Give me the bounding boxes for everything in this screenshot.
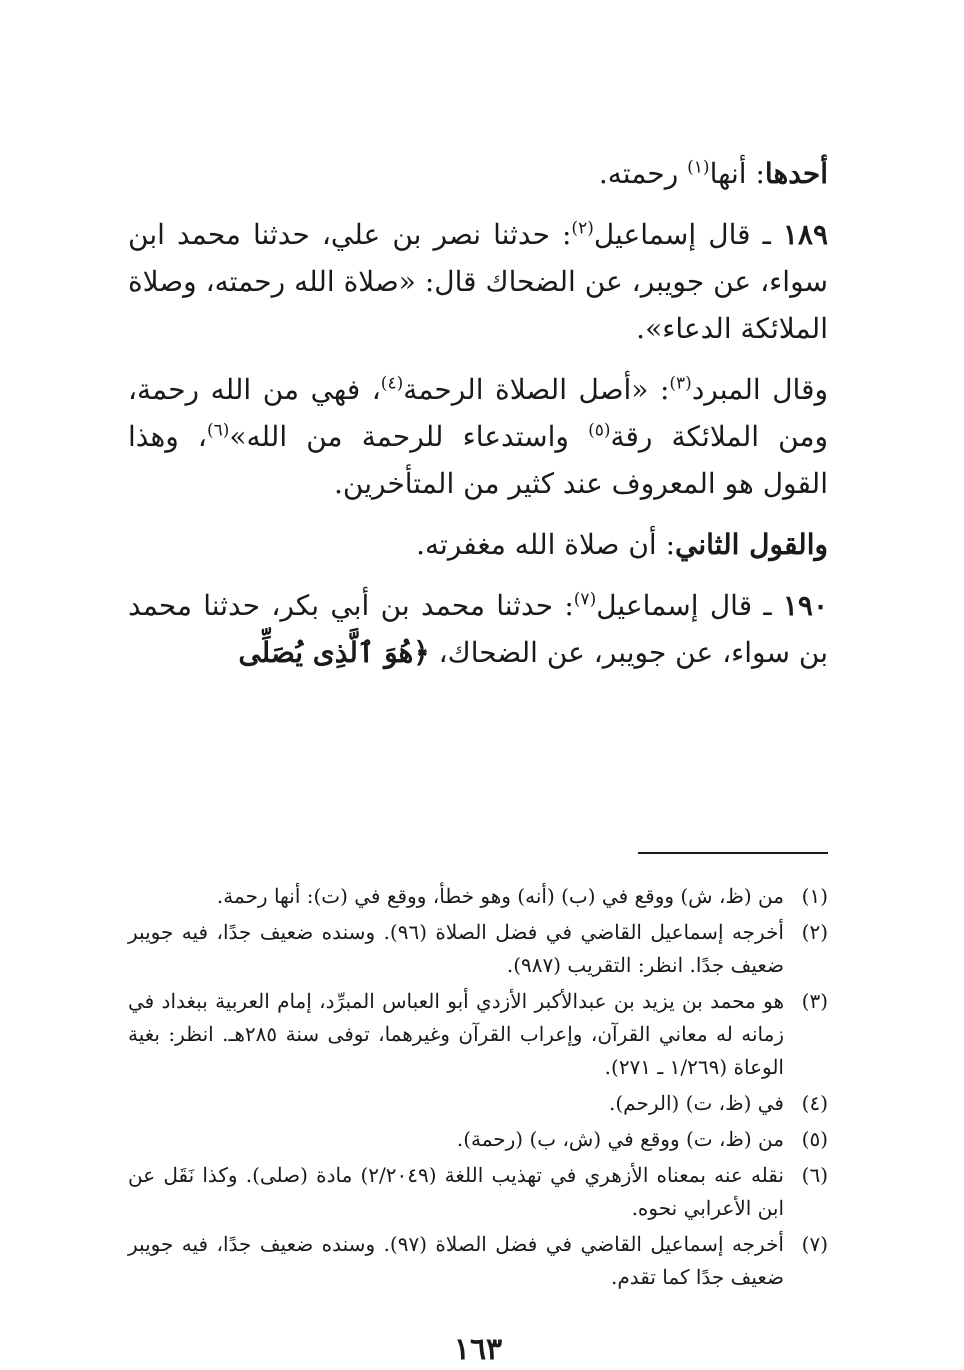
paragraph-lead: أحدها (764, 157, 828, 190)
footnote-ref-7[interactable]: (٧) (573, 589, 597, 610)
footnote-ref-3[interactable]: (٣) (669, 373, 692, 394)
footnote-separator (128, 852, 828, 854)
separator-line (638, 852, 828, 854)
paragraph-text: واستدعاء للرحمة من الله» (229, 420, 589, 453)
paragraph-hadith-189 (128, 211, 828, 352)
book-page (128, 150, 829, 1367)
paragraph-first-opinion (128, 150, 828, 197)
footnote-number: (٧) (801, 1232, 828, 1256)
hadith-number: ١٨٩ (782, 218, 829, 251)
paragraph-second-opinion (128, 521, 828, 568)
hadith-number: ١٩٠ (782, 589, 829, 622)
footnote-number: (٥) (801, 1127, 828, 1151)
footnote-item (128, 880, 828, 913)
footnote-text: أخرجه إسماعيل القاضي في فضل الصلاة (٩٦). وسنده ضعيف جدًا، فيه جويبر ضعيف جدًا. انظر: التقريب (٩٨٧). (128, 920, 784, 977)
footnote-number: (٢) (801, 920, 828, 944)
footnote-number: (٣) (801, 989, 828, 1013)
paragraph-hadith-190 (128, 582, 828, 676)
paragraph-text: : حدثنا محمد بن أبي بكر، حدثنا محمد بن سواء، عن جويبر، عن الضحاك، (128, 589, 828, 669)
paragraph-mubarrad (128, 366, 828, 507)
footnote-ref-1[interactable]: (١) (687, 157, 710, 178)
footnote-ref-4[interactable]: (٤) (380, 373, 404, 394)
paragraph-text: ـ قال إسماعيل (596, 589, 783, 622)
paragraph-text: وقال المبرد (691, 373, 828, 406)
footnote-text: من (ظ، ش) ووقع في (ب) (أنه) وهو خطأ، ووقع في (ت): أنها رحمة. (216, 884, 784, 908)
paragraph-text: ، فهي من الله رحمة، ومن الملائكة رقة (128, 373, 828, 453)
footnote-item (128, 1087, 828, 1120)
footnote-item (128, 1123, 828, 1156)
footnote-text: من (ظ، ت) ووقع في (ش، ب) (رحمة). (456, 1127, 784, 1151)
footnote-number: (١) (801, 884, 828, 908)
footnote-ref-5[interactable]: (٥) (588, 420, 611, 441)
footnote-text: في (ظ، ت) (الرحم). (608, 1091, 784, 1115)
paragraph-text: : حدثنا نصر بن علي، حدثنا محمد ابن سواء، عن جويبر، عن الضحاك قال: «صلاة الله رحمته، وصلاة الملائكة الدعاء». (128, 218, 828, 345)
main-text (128, 150, 828, 676)
footnote-item (128, 916, 828, 982)
page-number: ١٦٣ (453, 1332, 503, 1367)
footnote-item (128, 1228, 828, 1294)
footnote-ref-6[interactable]: (٦) (206, 420, 230, 441)
paragraph-text: ـ قال إسماعيل (593, 218, 783, 251)
footnote-number: (٦) (801, 1163, 828, 1187)
footnote-number: (٤) (801, 1091, 828, 1115)
paragraph-text: ، وهذا القول هو المعروف عند كثير من المتأخرين. (128, 420, 828, 500)
footnote-ref-2[interactable]: (٢) (571, 218, 594, 239)
footnote-text: هو محمد بن يزيد بن عبدالأكبر الأزدي أبو العباس المبرِّد، إمام العربية ببغداد في زمانه له معاني القرآن، وإعراب القرآن وغيرهما، توفى سنة ٢٨٥هـ. انظر: بغية الوعاة (١/٢٦٩ ـ ٢٧١). (128, 989, 784, 1079)
footnote-item (128, 1159, 828, 1225)
quran-verse: ﴿هُوَ ٱلَّذِى يُصَلِّى (238, 636, 430, 669)
footnote-text: نقله عنه بمعناه الأزهري في تهذيب اللغة (٢/٢٠٤٩) مادة (صلى). وكذا نَقَل عن ابن الأعرابي نحوه. (128, 1163, 784, 1220)
paragraph-text: : «أصل الصلاة الرحمة (403, 373, 670, 406)
paragraph-text: : أنها (709, 157, 765, 190)
footnotes-section (128, 880, 828, 1297)
footnote-item (128, 985, 828, 1084)
paragraph-lead: والقول الثاني (675, 528, 828, 561)
paragraph-text: رحمته. (598, 157, 688, 190)
footnote-text: أخرجه إسماعيل القاضي في فضل الصلاة (٩٧). وسنده ضعيف جدًا، فيه جويبر ضعيف جدًا كما تقدم. (128, 1232, 784, 1289)
paragraph-text: : أن صلاة الله مغفرته. (416, 528, 676, 561)
